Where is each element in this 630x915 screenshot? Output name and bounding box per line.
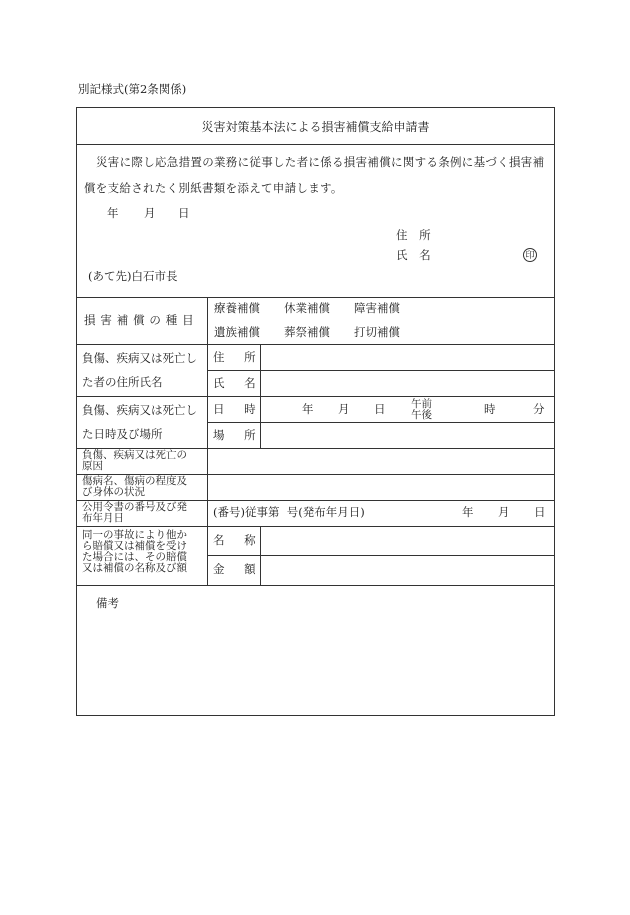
row-divider [76,526,555,527]
cause-label-line-2: 原因 [82,460,103,472]
seal-mark: 印 [523,248,537,262]
label-column-divider [207,297,208,585]
other-compensation-label [82,530,187,574]
order-label [82,502,187,524]
date-year: 年 [107,206,119,220]
victim-address-label: 住 所 [213,350,264,364]
other-compensation-line-3: た場合には、その賠償 [82,551,187,563]
order-year: 年 [462,505,474,519]
title-divider [76,144,555,145]
injury-label-line-1: 傷病名、傷病の程度及 [82,475,187,487]
row-divider [76,344,555,345]
other-compensation-line-4: 又は補償の名称及び額 [82,562,187,574]
remarks-label: 備考 [96,596,119,610]
injury-label-line-2: び身体の状況 [82,486,145,498]
injury-label [82,476,187,498]
header-divider [76,297,555,298]
form-title: 災害対策基本法による損害補償支給申請書 [201,120,430,134]
order-month: 月 [498,505,510,519]
occurrence-label-line-1: 負傷、疾病又は死亡し [82,403,197,417]
other-compensation-name-label: 名 称 [213,533,264,547]
row-divider [76,585,555,586]
compensation-type-survivor: 遺族補償 [214,325,260,339]
occurrence-day: 日 [374,402,386,416]
victim-label-line-1: 負傷、疾病又は死亡し [82,351,197,365]
form-label: 別記様式(第2条関係) [78,82,187,96]
cause-label-line-1: 負傷、疾病又は死亡の [82,449,187,461]
compensation-type-absence: 休業補償 [284,301,330,315]
occurrence-month: 月 [338,402,350,416]
applicant-name-label: 氏 名 [396,248,435,262]
applicant-address-label: 住 所 [396,228,435,242]
row-divider [76,396,555,397]
date-month: 月 [144,206,156,220]
body-line-1: 災害に際し応急措置の業務に従事した者に係る損害補償に関する条例に基づく損害補 [96,155,545,169]
victim-label-line-2: た者の住所氏名 [82,375,163,389]
addressee: (あて先)白石市長 [88,269,178,283]
order-day: 日 [534,505,546,519]
occurrence-minute: 分 [533,402,545,416]
victim-name-label: 氏 名 [213,376,264,390]
order-content: (番号)従事第 号(発布年月日) [213,505,365,519]
order-label-line-2: 布年月日 [82,512,124,524]
occurrence-hour: 時 [484,402,496,416]
other-compensation-line-1: 同一の事故により他か [82,529,187,541]
occurrence-label-line-2: た日時及び場所 [82,427,163,441]
compensation-type-label: 損 害 補 償 の 種 目 [84,313,195,327]
other-compensation-line-2: ら賠償又は補償を受け [82,540,187,552]
body-line-2: 償を支給されたく別紙書類を添えて申請します。 [84,181,343,195]
compensation-type-lump-sum: 打切補償 [354,325,400,339]
other-compensation-amount-label: 金 額 [213,562,264,576]
compensation-type-funeral: 葬祭補償 [284,325,330,339]
compensation-type-medical: 療養補償 [214,301,260,315]
occurrence-datetime-label: 日 時 [213,402,264,416]
occurrence-year: 年 [302,402,314,416]
cause-label [82,450,187,472]
occurrence-pm: 午後 [411,409,432,421]
order-label-line-1: 公用令書の番号及び発 [82,501,187,513]
occurrence-am-pm [411,399,432,421]
date-day: 日 [178,206,190,220]
occurrence-place-label: 場 所 [213,428,264,442]
compensation-type-disability: 障害補償 [354,301,400,315]
occurrence-am: 午前 [411,398,432,410]
